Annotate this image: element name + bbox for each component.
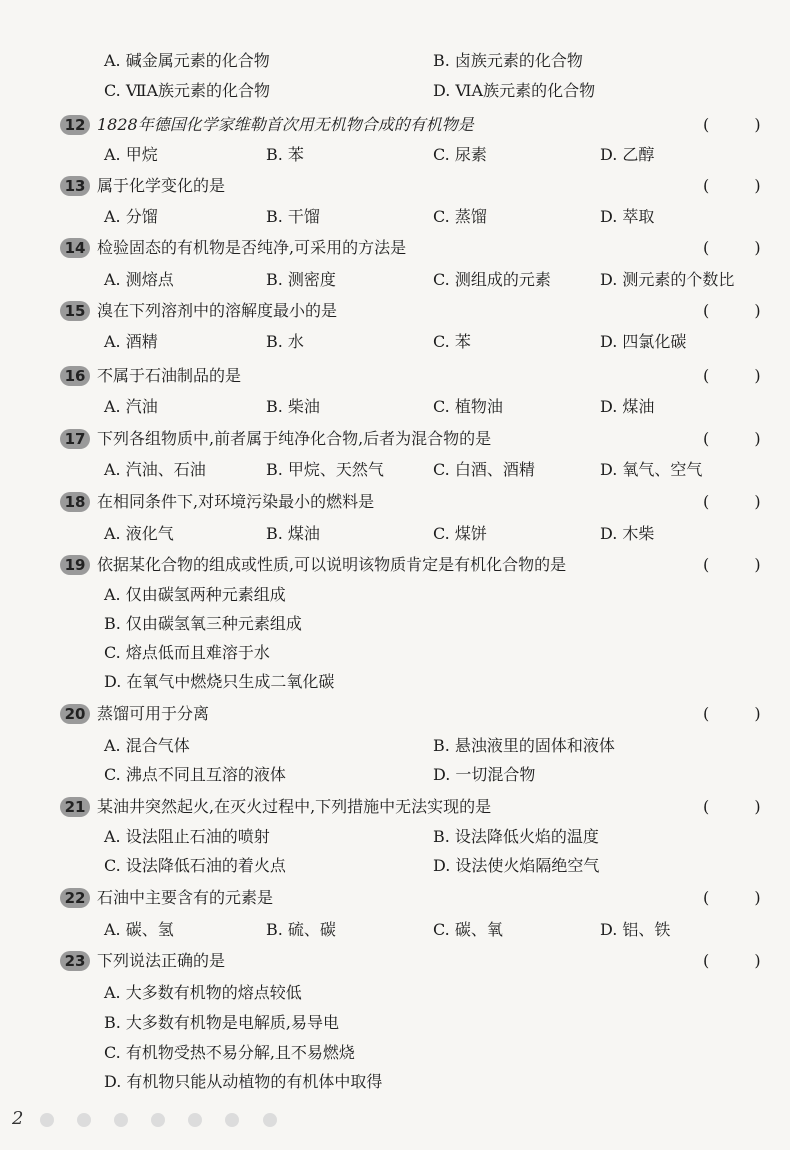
options-row (0, 519, 790, 549)
question-text: 不属于石油制品的是 (97, 366, 242, 385)
options-row (0, 327, 790, 357)
option-c[interactable]: C. 有机物受热不易分解,且不易燃烧 (104, 1043, 355, 1062)
option-d[interactable]: D. 铝、铁 (600, 920, 671, 939)
options-row (0, 202, 790, 232)
option-b[interactable]: B. 煤油 (266, 524, 320, 543)
answer-blank[interactable]: ( ) (703, 176, 781, 195)
option-b[interactable]: B. 大多数有机物是电解质,易导电 (104, 1013, 340, 1032)
option-a[interactable]: A. 仅由碳氢两种元素组成 (104, 585, 286, 604)
option-b[interactable]: B. 硫、碳 (266, 920, 336, 939)
question-number: 17 (60, 429, 90, 449)
decor-dot (263, 1113, 277, 1127)
question-text: 蒸馏可用于分离 (97, 704, 210, 723)
answer-blank[interactable]: ( ) (703, 555, 781, 574)
answer-blank[interactable]: ( ) (703, 115, 781, 134)
question-number: 23 (60, 951, 90, 971)
question-text: 溴在下列溶剂中的溶解度最小的是 (97, 301, 338, 320)
option-c[interactable]: C. 熔点低而且难溶于水 (104, 643, 270, 662)
options-row (0, 392, 790, 422)
option-c[interactable]: C. 设法降低石油的着火点 (104, 856, 286, 875)
q11-option-b: B. 卤族元素的化合物 (433, 51, 583, 70)
question-18 (0, 487, 790, 517)
question-13 (0, 171, 790, 201)
option-b[interactable]: B. 设法降低火焰的温度 (433, 827, 599, 846)
question-20 (0, 699, 790, 729)
option-d[interactable]: D. 萃取 (600, 207, 655, 226)
question-number: 13 (60, 176, 90, 196)
option-d[interactable]: D. 氧气、空气 (600, 460, 703, 479)
options-row (0, 580, 790, 610)
answer-blank[interactable]: ( ) (703, 366, 781, 385)
question-21 (0, 792, 790, 822)
options-row (0, 1038, 790, 1068)
question-14 (0, 233, 790, 263)
option-b[interactable]: B. 水 (266, 332, 304, 351)
option-c[interactable]: C. 煤饼 (433, 524, 487, 543)
option-d[interactable]: D. 乙醇 (600, 145, 655, 164)
question-16 (0, 361, 790, 391)
option-c[interactable]: C. 测组成的元素 (433, 270, 551, 289)
question-text: 检验固态的有机物是否纯净,可采用的方法是 (97, 238, 407, 257)
option-c[interactable]: C. 苯 (433, 332, 471, 351)
option-d[interactable]: D. 测元素的个数比 (600, 270, 735, 289)
question-text: 属于化学变化的是 (97, 176, 226, 195)
answer-blank[interactable]: ( ) (703, 429, 781, 448)
question-text: 某油井突然起火,在灭火过程中,下列措施中无法实现的是 (97, 797, 492, 816)
options-row (0, 1067, 790, 1097)
answer-blank[interactable]: ( ) (703, 301, 781, 320)
options-row (0, 760, 790, 790)
option-c[interactable]: C. 植物油 (433, 397, 503, 416)
answer-blank[interactable]: ( ) (703, 492, 781, 511)
option-c[interactable]: C. 沸点不同且互溶的液体 (104, 765, 286, 784)
option-d[interactable]: D. 煤油 (600, 397, 655, 416)
option-b[interactable]: B. 测密度 (266, 270, 336, 289)
option-a[interactable]: A. 设法阻止石油的喷射 (104, 827, 270, 846)
option-a[interactable]: A. 甲烷 (104, 145, 158, 164)
option-c[interactable]: C. 白酒、酒精 (433, 460, 535, 479)
question-number: 19 (60, 555, 90, 575)
question-text: 依据某化合物的组成或性质,可以说明该物质肯定是有机化合物的是 (97, 555, 567, 574)
options-row (0, 455, 790, 485)
option-a[interactable]: A. 液化气 (104, 524, 174, 543)
question-number: 18 (60, 492, 90, 512)
option-a[interactable]: A. 汽油、石油 (104, 460, 206, 479)
question-number: 12 (60, 115, 90, 135)
question-number: 15 (60, 301, 90, 321)
option-d[interactable]: D. 四氯化碳 (600, 332, 687, 351)
decor-dot (225, 1113, 239, 1127)
answer-blank[interactable]: ( ) (703, 888, 781, 907)
question-number: 20 (60, 704, 90, 724)
answer-blank[interactable]: ( ) (703, 797, 781, 816)
option-c[interactable]: C. 尿素 (433, 145, 487, 164)
option-a[interactable]: A. 大多数有机物的熔点较低 (104, 983, 302, 1002)
question-17 (0, 424, 790, 454)
option-a[interactable]: A. 碳、氢 (104, 920, 174, 939)
answer-blank[interactable]: ( ) (703, 704, 781, 723)
footer-decoration (40, 1112, 295, 1131)
option-b[interactable]: B. 苯 (266, 145, 304, 164)
question-22 (0, 883, 790, 913)
option-a[interactable]: A. 混合气体 (104, 736, 190, 755)
option-c[interactable]: C. 蒸馏 (433, 207, 487, 226)
question-text: 下列各组物质中,前者属于纯净化合物,后者为混合物的是 (97, 429, 492, 448)
option-b[interactable]: B. 柴油 (266, 397, 320, 416)
question-23 (0, 946, 790, 976)
question-19 (0, 550, 790, 580)
option-d[interactable]: D. 设法使火焰隔绝空气 (433, 856, 600, 875)
option-b[interactable]: B. 甲烷、天然气 (266, 460, 384, 479)
option-a[interactable]: A. 分馏 (104, 207, 158, 226)
question-number: 21 (60, 797, 90, 817)
option-c[interactable]: C. 碳、氧 (433, 920, 503, 939)
options-row (0, 667, 790, 697)
options-row (0, 1008, 790, 1038)
options-row (0, 265, 790, 295)
decor-dot (188, 1113, 202, 1127)
q11-options-row-1 (0, 46, 790, 76)
q11-options-row-2 (0, 76, 790, 106)
option-a[interactable]: A. 酒精 (104, 332, 158, 351)
question-number: 22 (60, 888, 90, 908)
option-d[interactable]: D. 木柴 (600, 524, 655, 543)
options-row (0, 978, 790, 1008)
question-12 (0, 110, 790, 140)
options-row (0, 915, 790, 945)
answer-blank[interactable]: ( ) (703, 238, 781, 257)
options-row (0, 822, 790, 852)
question-number: 14 (60, 238, 90, 258)
option-b[interactable]: B. 悬浊液里的固体和液体 (433, 736, 615, 755)
option-b[interactable]: B. 仅由碳氢氧三种元素组成 (104, 614, 302, 633)
question-text: 下列说法正确的是 (97, 951, 226, 970)
answer-blank[interactable]: ( ) (703, 951, 781, 970)
option-b[interactable]: B. 干馏 (266, 207, 320, 226)
options-row (0, 731, 790, 761)
option-a[interactable]: A. 测熔点 (104, 270, 174, 289)
option-a[interactable]: A. 汽油 (104, 397, 158, 416)
option-d[interactable]: D. 有机物只能从动植物的有机体中取得 (104, 1072, 383, 1091)
option-d[interactable]: D. 在氧气中燃烧只生成二氧化碳 (104, 672, 335, 691)
options-row (0, 851, 790, 881)
decor-dot (40, 1113, 54, 1127)
decor-dot (114, 1113, 128, 1127)
q11-option-a: A. 碱金属元素的化合物 (104, 51, 270, 70)
question-15 (0, 296, 790, 326)
q11-option-c: C. ⅦA族元素的化合物 (104, 81, 271, 100)
question-text: 在相同条件下,对环境污染最小的燃料是 (97, 492, 375, 511)
options-row (0, 140, 790, 170)
options-row (0, 609, 790, 639)
page-number: 2 (12, 1108, 24, 1129)
options-row (0, 638, 790, 668)
question-text: 1828年德国化学家维勒首次用无机物合成的有机物是 (97, 115, 474, 134)
q11-option-d: D. ⅥA族元素的化合物 (433, 81, 596, 100)
question-text: 石油中主要含有的元素是 (97, 888, 274, 907)
decor-dot (151, 1113, 165, 1127)
option-d[interactable]: D. 一切混合物 (433, 765, 536, 784)
question-number: 16 (60, 366, 90, 386)
decor-dot (77, 1113, 91, 1127)
